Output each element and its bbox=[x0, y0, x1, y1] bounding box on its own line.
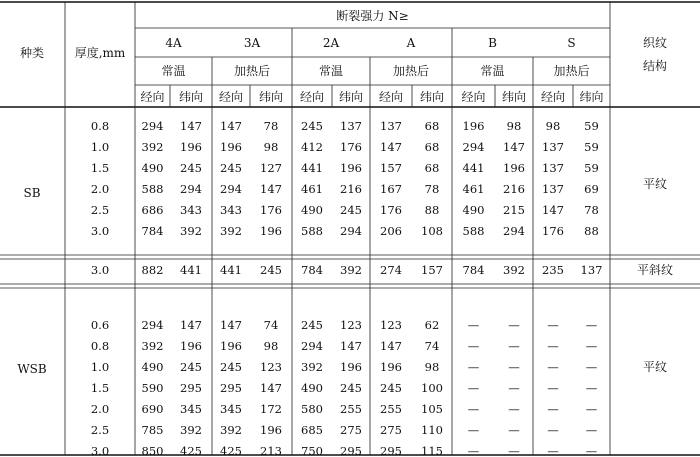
value-cell: 392 bbox=[220, 224, 242, 238]
value-cell: 196 bbox=[462, 119, 485, 133]
weave-label: 平斜纹 bbox=[636, 263, 674, 277]
thickness-cell: 3.0 bbox=[90, 224, 110, 238]
value-cell: 245 bbox=[220, 360, 242, 374]
value-cell: 245 bbox=[301, 318, 323, 332]
value-cell: 98 bbox=[424, 360, 440, 374]
value-cell: 784 bbox=[301, 263, 323, 277]
condition-label: 加热后 bbox=[392, 64, 430, 78]
value-cell: 216 bbox=[503, 182, 525, 196]
thickness-cell: 1.0 bbox=[90, 360, 110, 374]
value-cell: — bbox=[467, 339, 480, 353]
grade-label: B bbox=[488, 36, 497, 50]
weave-label: 平纹 bbox=[642, 360, 668, 374]
value-cell: 98 bbox=[263, 140, 279, 154]
value-cell: 137 bbox=[340, 119, 362, 133]
weave-label: 平纹 bbox=[642, 177, 668, 191]
value-cell: 345 bbox=[220, 402, 242, 416]
value-cell: 392 bbox=[503, 263, 525, 277]
condition-label: 加热后 bbox=[233, 64, 271, 78]
thickness-cell: 2.5 bbox=[90, 423, 110, 437]
kind-header: 种类 bbox=[19, 46, 45, 60]
value-cell: 100 bbox=[421, 381, 443, 395]
value-cell: 78 bbox=[584, 203, 599, 217]
condition-label: 加热后 bbox=[553, 64, 590, 78]
value-cell: 98 bbox=[545, 119, 561, 133]
direction-label: 经向 bbox=[378, 90, 404, 104]
value-cell: 343 bbox=[180, 203, 202, 217]
grade-label: 2A bbox=[322, 36, 340, 50]
value-cell: 294 bbox=[141, 318, 164, 332]
direction-label: 纬向 bbox=[338, 90, 364, 104]
value-cell: 245 bbox=[220, 161, 242, 175]
value-cell: 88 bbox=[424, 203, 440, 217]
value-cell: 137 bbox=[580, 263, 603, 277]
value-cell: 245 bbox=[340, 203, 362, 217]
value-cell: — bbox=[585, 402, 598, 416]
value-cell: 235 bbox=[542, 263, 564, 277]
value-cell: 245 bbox=[380, 381, 402, 395]
value-cell: 441 bbox=[301, 161, 323, 175]
strength-header: 断裂强力 N≥ bbox=[336, 9, 409, 23]
value-cell: — bbox=[547, 318, 559, 332]
value-cell: 255 bbox=[380, 402, 402, 416]
weave-header: 织纹 bbox=[642, 36, 668, 50]
value-cell: 294 bbox=[180, 182, 202, 196]
direction-label: 经向 bbox=[218, 90, 244, 104]
value-cell: 490 bbox=[301, 381, 323, 395]
direction-label: 经向 bbox=[540, 90, 566, 104]
value-cell: 147 bbox=[503, 140, 525, 154]
value-cell: 147 bbox=[260, 381, 282, 395]
value-cell: — bbox=[467, 423, 480, 437]
value-cell: — bbox=[547, 360, 559, 374]
value-cell: 490 bbox=[141, 161, 164, 175]
value-cell: — bbox=[508, 402, 520, 416]
value-cell: — bbox=[508, 381, 520, 395]
value-cell: 392 bbox=[340, 263, 362, 277]
value-cell: 750 bbox=[301, 444, 323, 457]
direction-label: 纬向 bbox=[501, 90, 527, 104]
value-cell: 196 bbox=[180, 140, 202, 154]
value-cell: 461 bbox=[462, 182, 485, 196]
value-cell: — bbox=[585, 339, 598, 353]
value-cell: 216 bbox=[340, 182, 362, 196]
thickness-cell: 1.0 bbox=[90, 140, 110, 154]
value-cell: 123 bbox=[380, 318, 402, 332]
direction-label: 纬向 bbox=[258, 90, 284, 104]
value-cell: 196 bbox=[220, 339, 242, 353]
value-cell: 176 bbox=[340, 140, 362, 154]
value-cell: 588 bbox=[462, 224, 485, 238]
value-cell: 686 bbox=[141, 203, 164, 217]
value-cell: 147 bbox=[542, 203, 564, 217]
value-cell: 685 bbox=[301, 423, 323, 437]
value-cell: 147 bbox=[220, 318, 242, 332]
value-cell: 147 bbox=[180, 119, 202, 133]
value-cell: 147 bbox=[220, 119, 242, 133]
value-cell: 213 bbox=[260, 444, 282, 457]
value-cell: 110 bbox=[421, 423, 443, 437]
value-cell: 295 bbox=[340, 444, 362, 457]
value-cell: 588 bbox=[141, 182, 164, 196]
value-cell: 392 bbox=[180, 423, 202, 437]
value-cell: 425 bbox=[220, 444, 242, 457]
value-cell: 147 bbox=[380, 339, 402, 353]
direction-label: 纬向 bbox=[579, 90, 604, 104]
value-cell: 490 bbox=[462, 203, 485, 217]
value-cell: — bbox=[547, 339, 559, 353]
value-cell: — bbox=[585, 318, 598, 332]
value-cell: 108 bbox=[421, 224, 443, 238]
value-cell: 147 bbox=[380, 140, 402, 154]
value-cell: — bbox=[547, 423, 559, 437]
value-cell: 157 bbox=[421, 263, 443, 277]
value-cell: — bbox=[508, 444, 520, 457]
value-cell: 69 bbox=[584, 182, 599, 196]
grade-label: 4A bbox=[165, 36, 182, 50]
value-cell: 490 bbox=[141, 360, 164, 374]
value-cell: — bbox=[467, 381, 480, 395]
value-cell: 245 bbox=[301, 119, 323, 133]
value-cell: — bbox=[585, 423, 598, 437]
direction-label: 经向 bbox=[140, 90, 165, 104]
thickness-cell: 1.5 bbox=[90, 381, 110, 395]
value-cell: 343 bbox=[220, 203, 242, 217]
value-cell: 68 bbox=[424, 119, 440, 133]
value-cell: 295 bbox=[380, 444, 402, 457]
value-cell: 294 bbox=[462, 140, 485, 154]
value-cell: 78 bbox=[424, 182, 440, 196]
value-cell: 784 bbox=[141, 224, 164, 238]
value-cell: 255 bbox=[340, 402, 362, 416]
value-cell: — bbox=[547, 402, 559, 416]
value-cell: — bbox=[467, 318, 480, 332]
value-cell: 137 bbox=[542, 140, 564, 154]
value-cell: 137 bbox=[542, 182, 564, 196]
value-cell: 245 bbox=[180, 360, 202, 374]
condition-label: 常温 bbox=[318, 64, 344, 78]
value-cell: 392 bbox=[180, 224, 202, 238]
value-cell: 196 bbox=[260, 224, 282, 238]
value-cell: 294 bbox=[301, 339, 323, 353]
value-cell: 176 bbox=[542, 224, 564, 238]
value-cell: 441 bbox=[180, 263, 202, 277]
value-cell: — bbox=[585, 381, 598, 395]
value-cell: 123 bbox=[340, 318, 362, 332]
value-cell: 68 bbox=[424, 140, 440, 154]
value-cell: 785 bbox=[141, 423, 164, 437]
thickness-cell: 0.8 bbox=[90, 339, 110, 353]
condition-label: 常温 bbox=[480, 64, 505, 78]
value-cell: 392 bbox=[141, 339, 164, 353]
value-cell: 196 bbox=[180, 339, 202, 353]
value-cell: — bbox=[508, 423, 520, 437]
value-cell: 784 bbox=[462, 263, 485, 277]
value-cell: — bbox=[508, 318, 520, 332]
value-cell: 294 bbox=[340, 224, 362, 238]
value-cell: 882 bbox=[141, 263, 164, 277]
value-cell: 590 bbox=[141, 381, 164, 395]
value-cell: 412 bbox=[301, 140, 323, 154]
value-cell: 59 bbox=[584, 161, 599, 175]
value-cell: 115 bbox=[421, 444, 443, 457]
value-cell: — bbox=[467, 402, 480, 416]
kind-label: SB bbox=[23, 186, 41, 200]
value-cell: 147 bbox=[180, 318, 202, 332]
value-cell: 392 bbox=[220, 423, 242, 437]
value-cell: 215 bbox=[503, 203, 525, 217]
value-cell: 176 bbox=[260, 203, 282, 217]
value-cell: 98 bbox=[506, 119, 522, 133]
condition-label: 常温 bbox=[161, 64, 186, 78]
value-cell: 137 bbox=[380, 119, 402, 133]
value-cell: 245 bbox=[340, 381, 362, 395]
value-cell: 196 bbox=[260, 423, 282, 437]
grade-label: 3A bbox=[243, 36, 261, 50]
value-cell: 68 bbox=[424, 161, 440, 175]
value-cell: 62 bbox=[424, 318, 440, 332]
value-cell: 295 bbox=[220, 381, 242, 395]
value-cell: 295 bbox=[180, 381, 202, 395]
value-cell: 123 bbox=[260, 360, 282, 374]
table-cells bbox=[17, 8, 673, 457]
value-cell: 345 bbox=[180, 402, 202, 416]
value-cell: 425 bbox=[180, 444, 202, 457]
value-cell: 275 bbox=[380, 423, 402, 437]
value-cell: 850 bbox=[141, 444, 164, 457]
value-cell: 147 bbox=[340, 339, 362, 353]
value-cell: 441 bbox=[462, 161, 485, 175]
thickness-cell: 1.5 bbox=[90, 161, 110, 175]
value-cell: 461 bbox=[301, 182, 323, 196]
thickness-cell: 0.8 bbox=[90, 119, 110, 133]
value-cell: 196 bbox=[220, 140, 242, 154]
value-cell: 392 bbox=[301, 360, 323, 374]
grade-label: A bbox=[406, 36, 416, 50]
value-cell: 245 bbox=[260, 263, 282, 277]
value-cell: 78 bbox=[263, 119, 279, 133]
value-cell: 392 bbox=[141, 140, 164, 154]
value-cell: 196 bbox=[380, 360, 402, 374]
kind-label: WSB bbox=[17, 362, 47, 376]
thickness-cell: 3.0 bbox=[90, 444, 110, 457]
thickness-cell: 3.0 bbox=[90, 263, 110, 277]
value-cell: 206 bbox=[380, 224, 402, 238]
thickness-cell: 2.0 bbox=[90, 402, 110, 416]
value-cell: 588 bbox=[301, 224, 323, 238]
value-cell: 147 bbox=[260, 182, 282, 196]
thickness-cell: 0.6 bbox=[90, 318, 110, 332]
thickness-cell: 2.0 bbox=[90, 182, 110, 196]
direction-label: 纬向 bbox=[419, 90, 445, 104]
value-cell: 441 bbox=[220, 263, 242, 277]
value-cell: — bbox=[585, 444, 598, 457]
value-cell: 127 bbox=[260, 161, 282, 175]
weave-header: 结构 bbox=[642, 59, 668, 73]
value-cell: — bbox=[547, 381, 559, 395]
value-cell: 245 bbox=[180, 161, 202, 175]
value-cell: 105 bbox=[421, 402, 443, 416]
value-cell: — bbox=[467, 444, 480, 457]
value-cell: 196 bbox=[340, 161, 362, 175]
grade-label: S bbox=[567, 36, 576, 50]
value-cell: — bbox=[585, 360, 598, 374]
value-cell: 274 bbox=[380, 263, 402, 277]
value-cell: 88 bbox=[584, 224, 599, 238]
value-cell: — bbox=[547, 444, 559, 457]
value-cell: 167 bbox=[380, 182, 402, 196]
value-cell: — bbox=[508, 339, 520, 353]
value-cell: 294 bbox=[503, 224, 525, 238]
value-cell: 59 bbox=[584, 119, 599, 133]
value-cell: 137 bbox=[542, 161, 564, 175]
direction-label: 经向 bbox=[461, 90, 486, 104]
thickness-cell: 2.5 bbox=[90, 203, 110, 217]
value-cell: 275 bbox=[340, 423, 362, 437]
value-cell: 172 bbox=[260, 402, 282, 416]
value-cell: 98 bbox=[263, 339, 279, 353]
value-cell: 490 bbox=[301, 203, 323, 217]
value-cell: 196 bbox=[340, 360, 362, 374]
value-cell: 74 bbox=[424, 339, 440, 353]
value-cell: 196 bbox=[503, 161, 525, 175]
value-cell: 59 bbox=[584, 140, 599, 154]
value-cell: 294 bbox=[220, 182, 242, 196]
value-cell: — bbox=[508, 360, 520, 374]
value-cell: 294 bbox=[141, 119, 164, 133]
direction-label: 经向 bbox=[299, 90, 325, 104]
value-cell: 157 bbox=[380, 161, 402, 175]
value-cell: 176 bbox=[380, 203, 402, 217]
value-cell: 690 bbox=[141, 402, 164, 416]
value-cell: — bbox=[467, 360, 480, 374]
value-cell: 74 bbox=[263, 318, 279, 332]
value-cell: 580 bbox=[301, 402, 323, 416]
direction-label: 纬向 bbox=[178, 90, 204, 104]
thickness-header: 厚度,mm bbox=[74, 46, 126, 60]
